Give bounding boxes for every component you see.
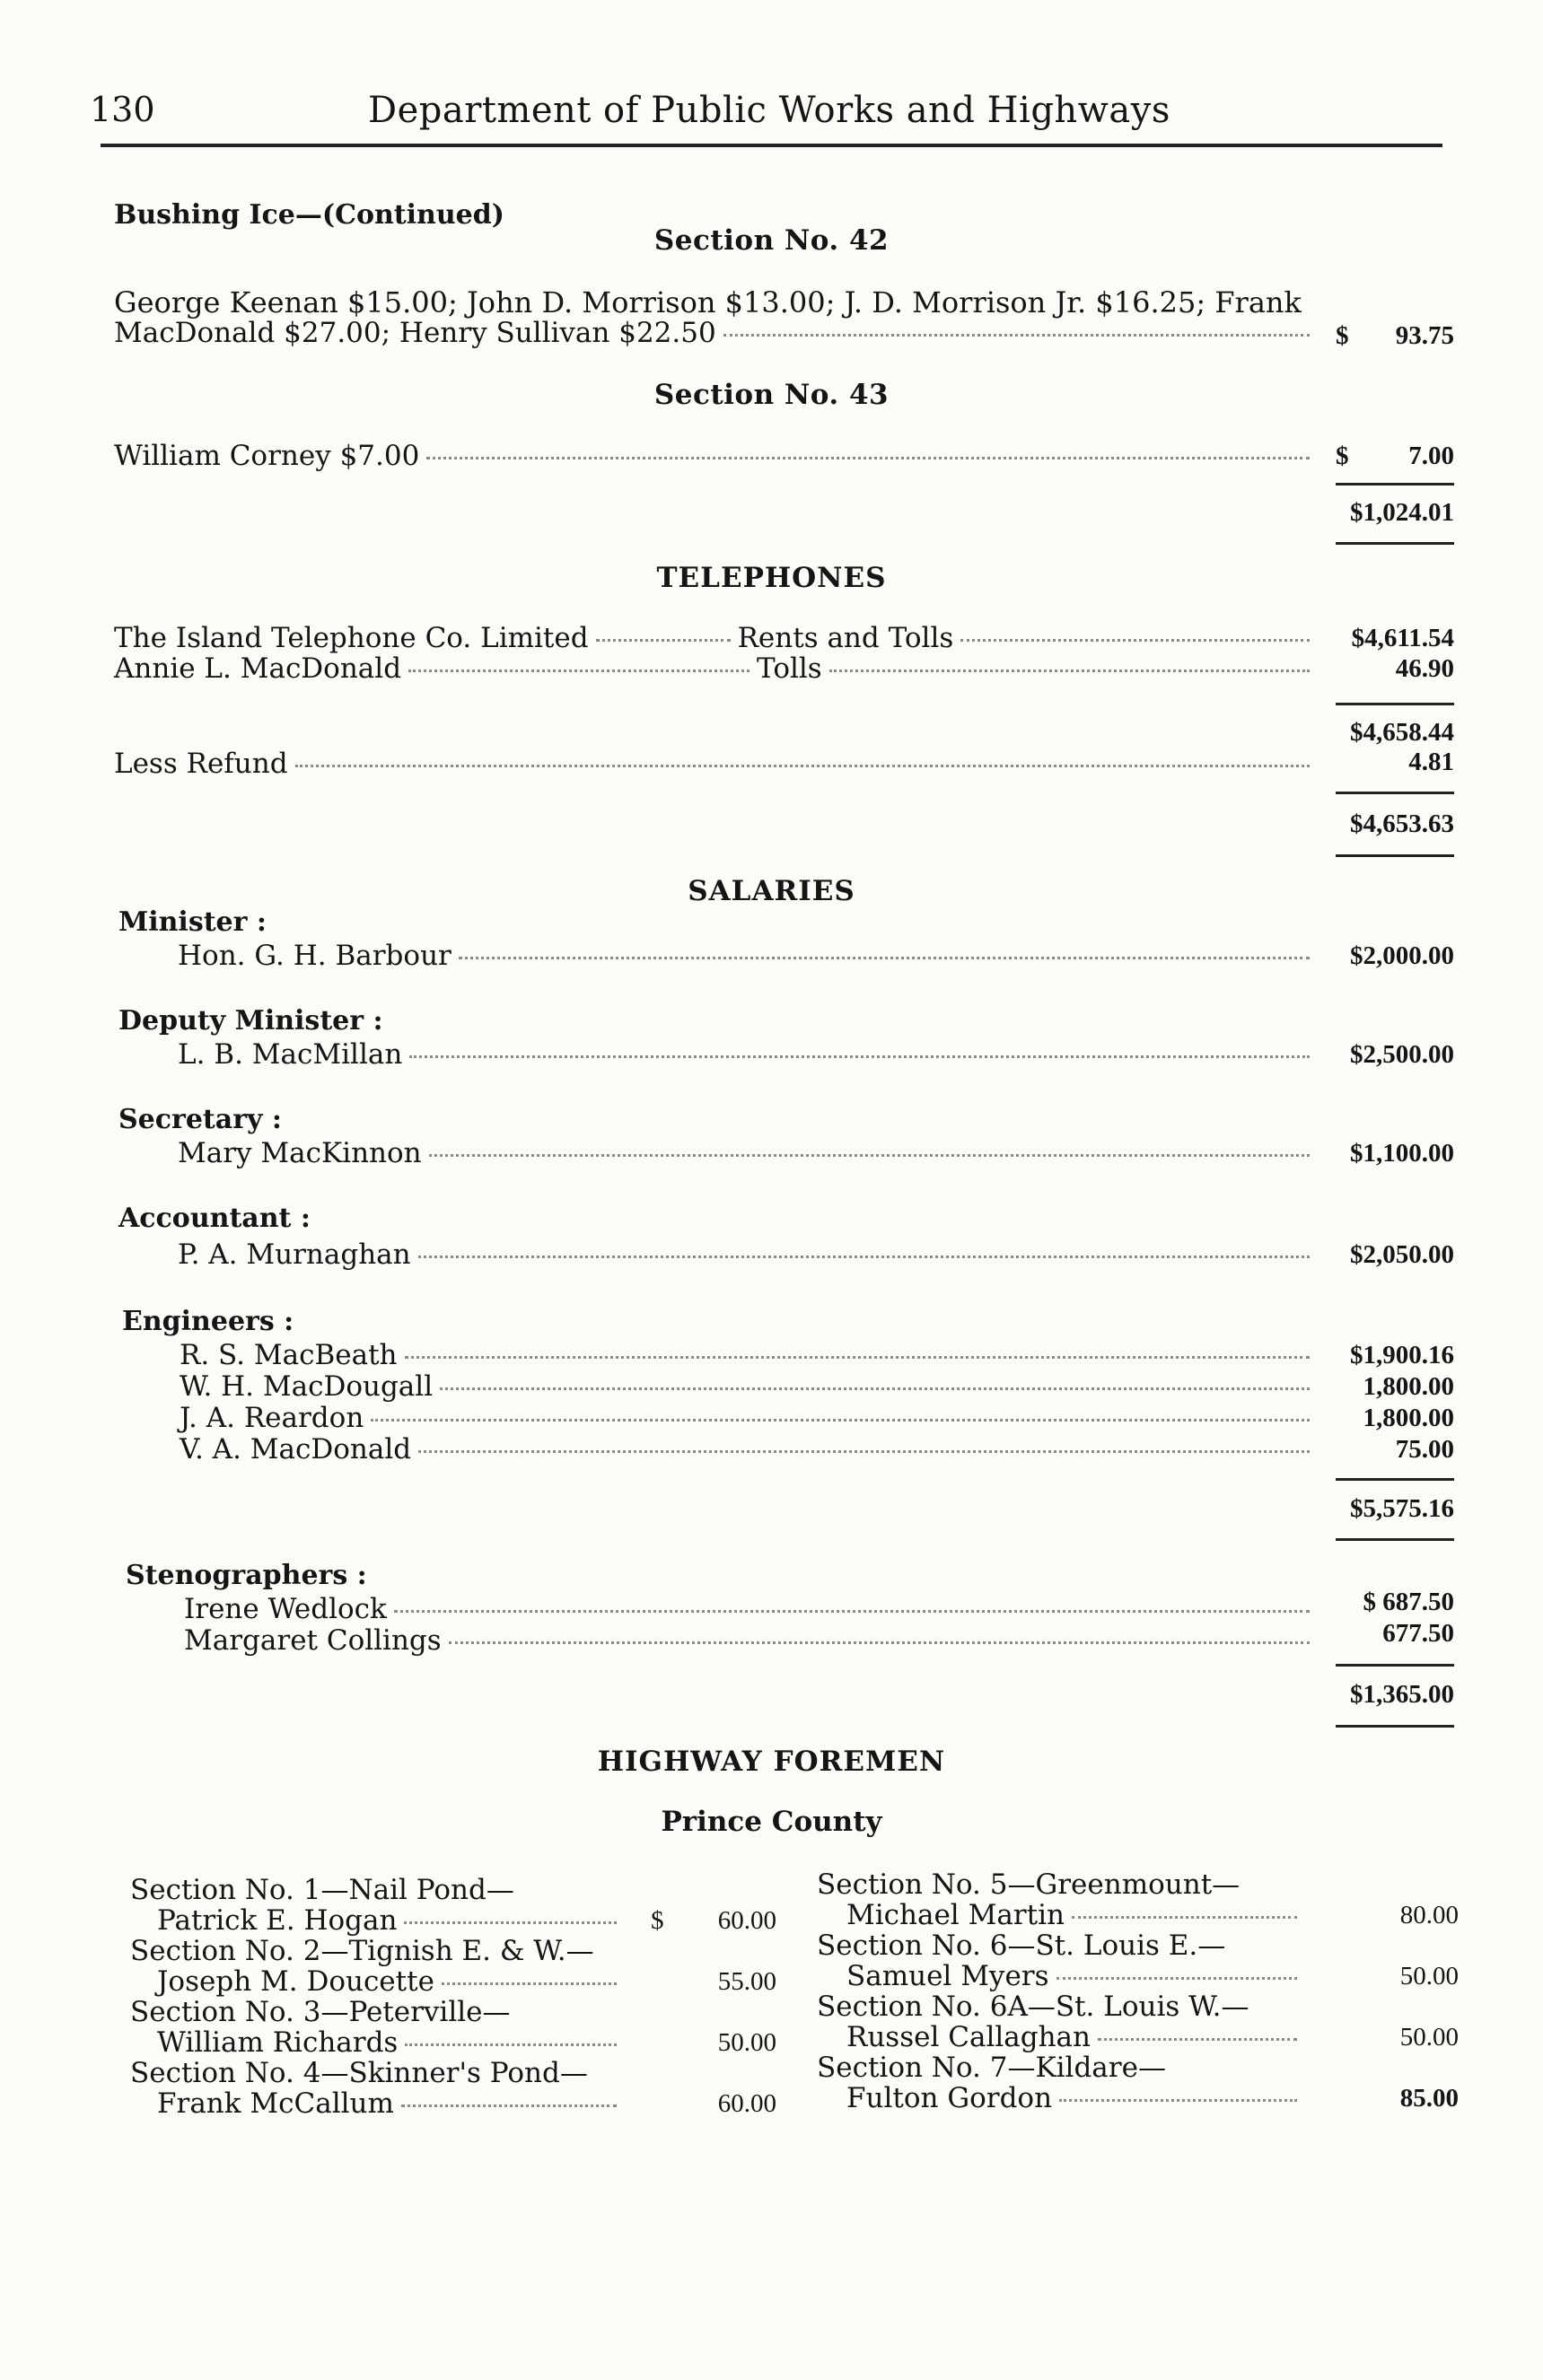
- deputy-title: Deputy Minister :: [118, 1005, 383, 1037]
- foreman-name: Patrick E. Hogan: [157, 1904, 398, 1937]
- foreman-name: Russel Callaghan: [846, 2021, 1091, 2053]
- telephone-name: Annie L. MacDonald: [114, 652, 402, 685]
- leader-dots: [723, 334, 1310, 337]
- telephones-heading: TELEPHONES: [656, 562, 887, 594]
- leader-dots: [596, 639, 731, 642]
- foreman-section: Section No. 7—Kildare—: [817, 2052, 1166, 2084]
- subtotal-rule: [1336, 1664, 1454, 1667]
- leader-dots: [295, 765, 1310, 767]
- salary-name: W. H. MacDougall: [180, 1370, 434, 1403]
- leader-dots: [459, 957, 1310, 959]
- foreman-amount: 60.00: [717, 2089, 776, 2118]
- subtotal-rule: [1336, 1478, 1454, 1481]
- salary-name: R. S. MacBeath: [180, 1339, 398, 1371]
- salary-name: P. A. Murnaghan: [178, 1238, 411, 1271]
- leader-dots: [371, 1419, 1310, 1422]
- engineer-amount: 1,800.00: [1363, 1372, 1454, 1401]
- engineer-row: [180, 1339, 1317, 1371]
- total-rule: [1336, 792, 1454, 794]
- page-number: 130: [90, 90, 155, 129]
- foreman-section: Section No. 6A—St. Louis W.—: [817, 1991, 1249, 2023]
- stenographer-row: [184, 1593, 1317, 1625]
- leader-dots: [1098, 2038, 1297, 2041]
- less-refund-row: [114, 748, 1317, 780]
- stenographer-amount: $ 687.50: [1363, 1588, 1454, 1616]
- highway-foremen-heading: HIGHWAY FOREMEN: [597, 1746, 946, 1778]
- foreman-section: Section No. 3—Peterville—: [130, 1996, 511, 2028]
- leader-dots: [418, 1256, 1310, 1258]
- stenographer-row: [184, 1624, 1317, 1657]
- leader-dots: [418, 1450, 1310, 1453]
- section-43-row: [114, 440, 1317, 472]
- section-42-title: Section No. 42: [653, 224, 890, 257]
- foreman-name: Samuel Myers: [846, 1960, 1049, 1992]
- telephone-row-2: [114, 652, 1317, 685]
- foreman-section: Section No. 4—Skinner's Pond—: [130, 2057, 588, 2089]
- page-title: Department of Public Works and Highways: [368, 90, 1170, 131]
- engineers-total: $5,575.16: [1350, 1494, 1454, 1523]
- bushing-ice-total: $1,024.01: [1350, 498, 1454, 527]
- foreman-section: Section No. 1—Nail Pond—: [130, 1874, 514, 1906]
- salary-name: J. A. Reardon: [180, 1402, 364, 1434]
- foreman-section: Section No. 5—Greenmount—: [817, 1868, 1241, 1901]
- section-42-dollar: $: [1336, 321, 1349, 350]
- leader-dots: [409, 1055, 1310, 1058]
- salary-name: L. B. MacMillan: [178, 1038, 403, 1071]
- foreman-amount: 85.00: [1399, 2084, 1459, 2113]
- salary-name: V. A. MacDonald: [180, 1433, 412, 1466]
- foreman-name: Frank McCallum: [157, 2087, 394, 2120]
- deputy-row: [178, 1038, 1317, 1071]
- leader-dots: [449, 1641, 1310, 1644]
- minister-amount: $2,000.00: [1350, 941, 1454, 970]
- secretary-title: Secretary :: [118, 1104, 282, 1135]
- engineer-row: [180, 1402, 1317, 1434]
- salaries-heading: SALARIES: [688, 875, 855, 907]
- engineer-amount: 75.00: [1395, 1435, 1454, 1464]
- telephones-subtotal: $4,658.44: [1350, 718, 1454, 747]
- telephone-row-1: [114, 622, 1317, 654]
- foreman-dollar: $: [651, 1906, 664, 1935]
- engineers-title: Engineers :: [122, 1306, 294, 1337]
- foreman-amount: 50.00: [1399, 1962, 1459, 1991]
- leader-dots: [429, 1154, 1310, 1157]
- telephones-total: $4,653.63: [1350, 809, 1454, 838]
- section-42-row: [114, 317, 1317, 349]
- less-refund-label: Less Refund: [114, 748, 288, 780]
- foreman-row: [157, 2087, 624, 2120]
- engineer-amount: $1,900.16: [1350, 1341, 1454, 1369]
- foreman-amount: 55.00: [717, 1967, 776, 1996]
- total-rule: [1336, 1725, 1454, 1728]
- minister-title: Minister :: [118, 906, 267, 938]
- leader-dots: [408, 669, 750, 672]
- leader-dots: [401, 2104, 617, 2107]
- deputy-amount: $2,500.00: [1350, 1040, 1454, 1069]
- foreman-name: Michael Martin: [846, 1899, 1065, 1931]
- foreman-row: [846, 2082, 1304, 2114]
- less-refund-amount: 4.81: [1408, 748, 1454, 776]
- bushing-ice-heading: Bushing Ice—(Continued): [114, 199, 504, 231]
- accountant-row: [178, 1238, 1317, 1271]
- salary-name: Hon. G. H. Barbour: [178, 940, 452, 972]
- telephone-amount-1: $4,611.54: [1351, 624, 1454, 652]
- engineer-amount: 1,800.00: [1363, 1404, 1454, 1432]
- section-42-amount: 93.75: [1395, 321, 1454, 350]
- section-42-line1: George Keenan $15.00; John D. Morrison $13.00; J. D. Morrison Jr. $16.25; Frank: [114, 285, 1302, 319]
- foreman-row: [846, 2021, 1304, 2053]
- foreman-amount: 50.00: [1399, 2023, 1459, 2052]
- secretary-amount: $1,100.00: [1350, 1139, 1454, 1168]
- stenographer-amount: 677.50: [1382, 1619, 1454, 1648]
- leader-dots: [1056, 1977, 1297, 1980]
- section-43-dollar: $: [1336, 442, 1349, 470]
- telephone-name: The Island Telephone Co. Limited: [114, 622, 589, 654]
- leader-dots: [440, 1387, 1310, 1390]
- foreman-amount: 60.00: [717, 1906, 776, 1935]
- foreman-row: [157, 1965, 624, 1998]
- salary-name: Mary MacKinnon: [178, 1137, 422, 1169]
- county-heading: Prince County: [661, 1806, 882, 1838]
- minister-row: [178, 940, 1317, 972]
- leader-dots: [405, 2043, 617, 2046]
- total-rule: [1336, 1538, 1454, 1541]
- stenographers-total: $1,365.00: [1350, 1680, 1454, 1709]
- total-rule: [1336, 483, 1454, 486]
- accountant-amount: $2,050.00: [1350, 1240, 1454, 1269]
- telephone-amount-2: 46.90: [1395, 654, 1454, 683]
- foreman-name: Fulton Gordon: [846, 2082, 1053, 2114]
- stenographers-title: Stenographers :: [126, 1560, 367, 1591]
- foreman-name: Joseph M. Doucette: [157, 1965, 434, 1998]
- engineer-row: [180, 1433, 1317, 1466]
- foreman-row: [157, 1904, 624, 1937]
- telephone-desc: Tolls: [757, 652, 822, 685]
- total-rule: [1336, 542, 1454, 545]
- section-42-line2: MacDonald $27.00; Henry Sullivan $22.50: [114, 317, 716, 349]
- accountant-title: Accountant :: [118, 1203, 311, 1234]
- engineer-row: [180, 1370, 1317, 1403]
- section-43-amount: 7.00: [1408, 442, 1454, 470]
- foreman-name: William Richards: [157, 2026, 399, 2059]
- foreman-row: [157, 2026, 624, 2059]
- salary-name: Irene Wedlock: [184, 1593, 387, 1625]
- leader-dots: [1059, 2099, 1297, 2102]
- foreman-section: Section No. 2—Tignish E. & W.—: [130, 1935, 594, 1967]
- leader-dots: [442, 1982, 617, 1985]
- secretary-row: [178, 1137, 1317, 1169]
- leader-dots: [1072, 1916, 1297, 1919]
- leader-dots: [404, 1921, 617, 1924]
- leader-dots: [426, 457, 1310, 459]
- subtotal-rule: [1336, 703, 1454, 705]
- section-43-title: Section No. 43: [653, 379, 890, 411]
- total-rule: [1336, 854, 1454, 857]
- foreman-row: [846, 1960, 1304, 1992]
- leader-dots: [960, 639, 1310, 642]
- leader-dots: [829, 669, 1310, 672]
- foreman-row: [846, 1899, 1304, 1931]
- header-rule: [101, 144, 1442, 147]
- foreman-section: Section No. 6—St. Louis E.—: [817, 1929, 1226, 1962]
- telephone-desc: Rents and Tolls: [737, 622, 954, 654]
- salary-name: Margaret Collings: [184, 1624, 442, 1657]
- leader-dots: [405, 1356, 1310, 1359]
- leader-dots: [394, 1610, 1310, 1613]
- foreman-amount: 80.00: [1399, 1901, 1459, 1929]
- section-43-line: William Corney $7.00: [114, 440, 420, 472]
- foreman-amount: 50.00: [717, 2028, 776, 2057]
